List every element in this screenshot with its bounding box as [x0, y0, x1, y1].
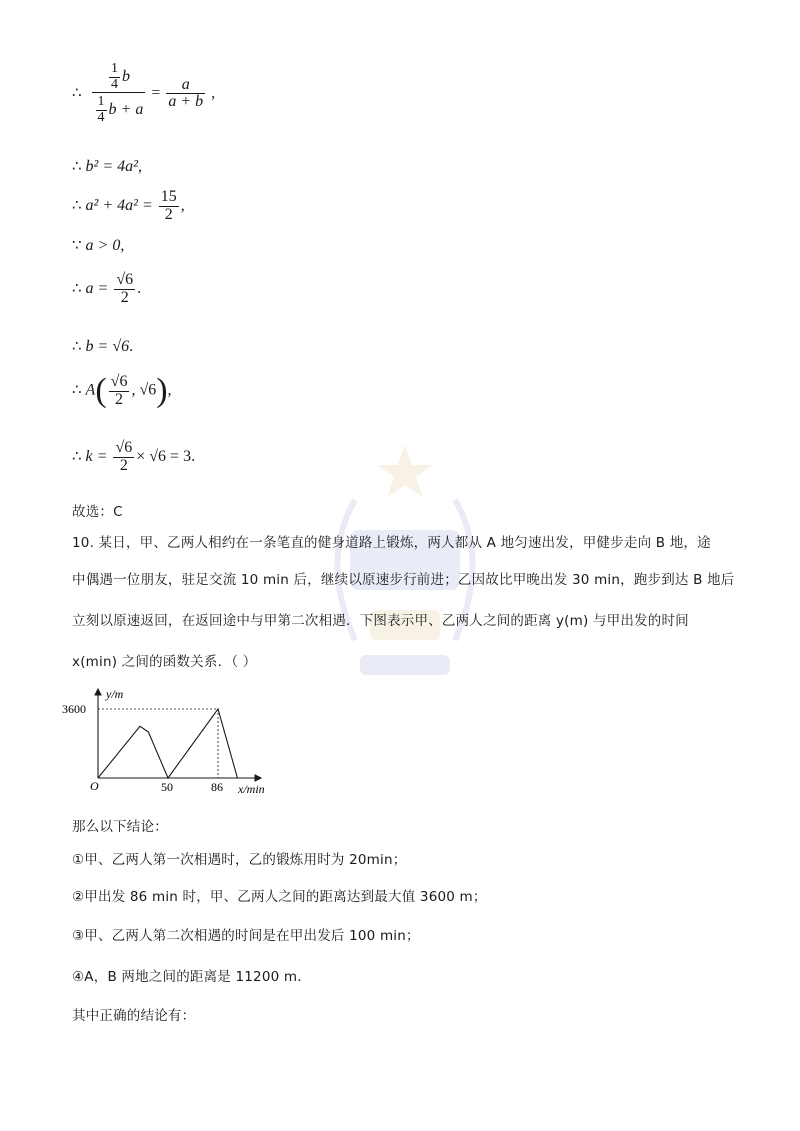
step-1: ∴ $\frac{1}{4}$ b $\frac{1}{4}$ b + a = $\frac{a}{a + b}$ ,	[72, 61, 216, 126]
step-3: ∴ a² + 4a² = $\frac{15}{2}$ ,	[72, 188, 185, 223]
conclusion-4: ④A，B 两地之间的距离是 11200 m．	[72, 969, 311, 985]
conclusion-3: ③甲、乙两人第二次相遇的时间是在甲出发后 100 min；	[72, 928, 420, 944]
rhs-fraction: $\frac{a}{a + b}$	[168, 75, 204, 111]
y-tick-label: 3600	[62, 702, 86, 716]
question-line-4: x(min) 之间的函数关系．（ ）	[72, 654, 257, 670]
step-4: ∵ a > 0,	[72, 236, 125, 254]
origin-label: O	[90, 779, 99, 793]
conclusion-1: ①甲、乙两人第一次相遇时，乙的锻炼用时为 20min；	[72, 852, 407, 868]
distance-time-chart	[60, 682, 290, 800]
x-tick-label: 50	[161, 780, 173, 794]
conclusions-intro: 那么以下结论：	[72, 819, 168, 835]
step-5: ∴ a = $\frac{√6}{2}$ .	[72, 271, 142, 306]
x-axis-label: x/min	[238, 782, 265, 796]
question-line-3: 立刻以原速返回，在返回途中与甲第二次相遇．下图表示甲、乙两人之间的距离 y(m) 与甲出发的时间	[72, 613, 689, 629]
question-line-1: 10. 某日，甲、乙两人相约在一条笔直的健身道路上锻炼，两人都从 A 地匀速出发，甲健步走向 B 地，途	[72, 535, 711, 551]
series-line	[98, 709, 237, 778]
answer-line: 故选：C	[72, 504, 123, 520]
step-8: ∴ k = $\frac{√6}{2}$ × √6 = 3.	[72, 439, 196, 474]
conclusion-2: ②甲出发 86 min 时，甲、乙两人之间的距离达到最大值 3600 m；	[72, 889, 487, 905]
x-tick-label: 86	[211, 780, 223, 794]
conclusions-outro: 其中正确的结论有：	[72, 1008, 196, 1024]
compound-fraction: $\frac{1}{4}$ b $\frac{1}{4}$ b + a	[92, 62, 146, 126]
step-2: ∴ b² = 4a²,	[72, 157, 142, 175]
step-7: ∴ A( $\frac{√6}{2}$ , √6),	[72, 372, 172, 409]
step-6: ∴ b = √6.	[72, 337, 134, 355]
question-line-2: 中偶遇一位朋友，驻足交流 10 min 后，继续以原速步行前进；乙因故比甲晚出发 30 min，跑步到达 B 地后	[72, 572, 735, 588]
y-axis-label: y/m	[106, 687, 124, 701]
